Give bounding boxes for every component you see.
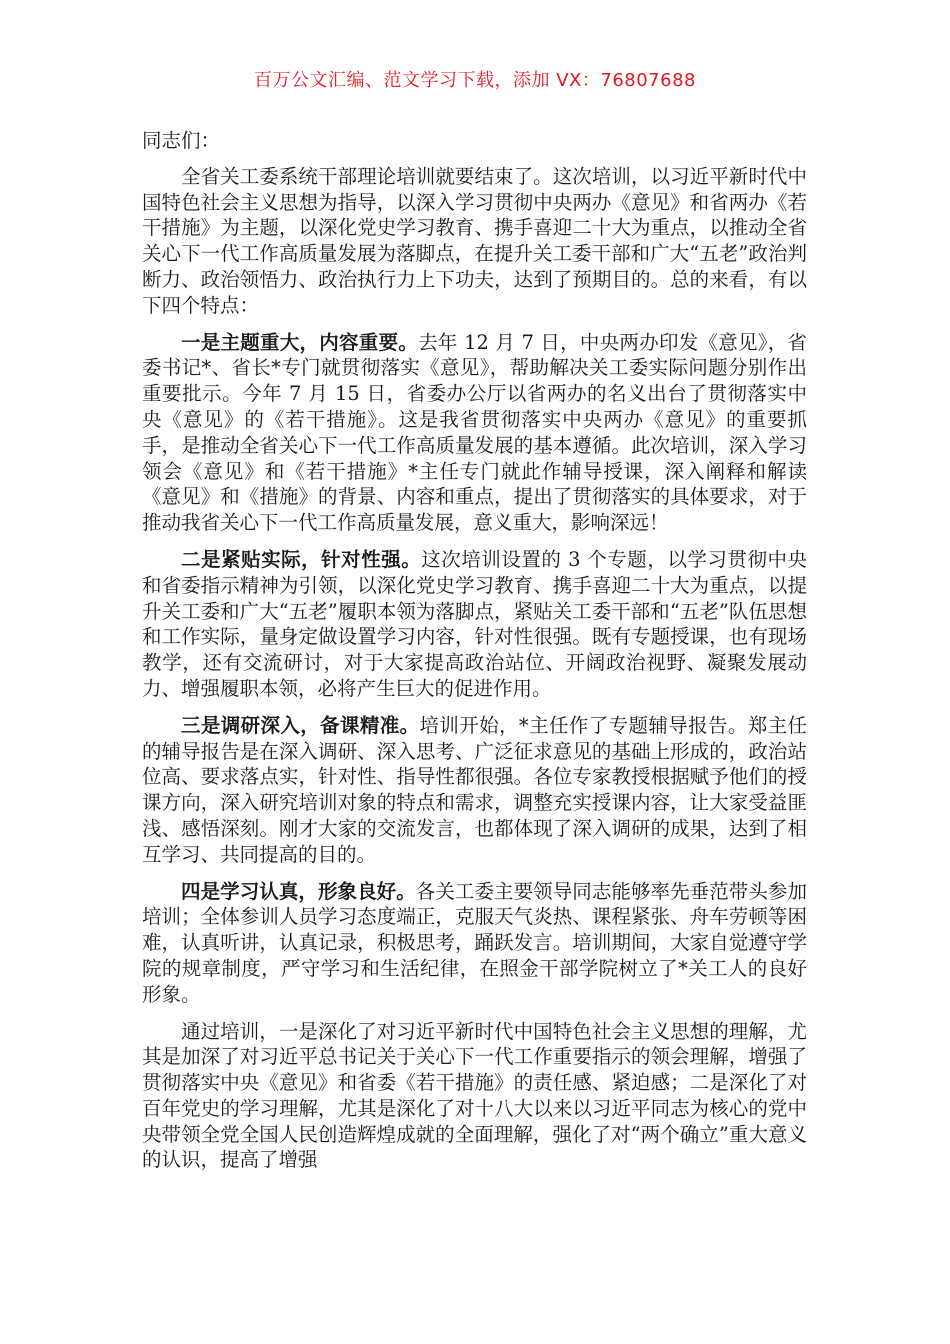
point-paragraph xyxy=(142,879,807,1008)
watermark-header: 百万公文汇编、范文学习下载，添加 VX：76807688 xyxy=(254,70,696,91)
point-text: 这次培训设置的 3 个专题，以学习贯彻中央和省委指示精神为引领，以深化党史学习教育、携手喜迎二十大为重点，以提升关工委和广大“五老”履职本领为落脚点，紧贴关工委干部和“五老”队伍思想和工作实际，量身定做设置学习内容，针对性很强。既有专题授课，也有现场教学，还有交流研讨，对于大家提高政治站位、开阔政治视野、凝聚发展动力、增强履职本领，必将产生巨大的促进作用。 xyxy=(142,547,807,700)
point-lead: 四是学习认真，形象良好。 xyxy=(181,879,416,903)
intro-paragraph: 全省关工委系统干部理论培训就要结束了。这次培训，以习近平新时代中国特色社会主义思想为指导，以深入学习贯彻中央两办《意见》和省两办《若干措施》为主题，以深化党史学习教育、携手喜迎二十大为重点，以推动全省关心下一代工作高质量发展为落脚点，在提升关工委干部和广大“五老”政治判断力、政治领悟力、政治执行力上下功夫，达到了预期目的。总的来看，有以下四个特点： xyxy=(142,164,807,317)
salutation: 同志们： xyxy=(142,129,221,152)
point-paragraph xyxy=(142,330,807,536)
document-body xyxy=(142,128,807,1184)
point-paragraph xyxy=(142,547,807,702)
point-paragraph xyxy=(142,713,807,868)
point-lead: 三是调研深入，备课精准。 xyxy=(181,713,420,737)
closing-paragraph: 通过培训，一是深化了对习近平新时代中国特色社会主义思想的理解，尤其是加深了对习近平总书记关于关心下一代工作重要指示的领会理解，增强了贯彻落实中央《意见》和省委《若干措施》的责任感、紧迫感；二是深化了对百年党史的学习理解，尤其是深化了对十八大以来以习近平同志为核心的党中央带领全党全国人民创造辉煌成就的全面理解，强化了对“两个确立”重大意义的认识，提高了增强 xyxy=(142,1019,807,1172)
point-lead: 一是主题重大，内容重要。 xyxy=(181,330,419,354)
point-lead: 二是紧贴实际，针对性强。 xyxy=(181,547,422,571)
point-text: 去年 12 月 7 日，中央两办印发《意见》，省委书记*、省长*专门就贯彻落实《意见》，帮助解决关工委实际问题分别作出重要批示。今年 7 月 15 日，省委办公厅以省两办的名义出台了贯彻落实中央《意见》的《若干措施》。这是我省贯彻落实中央两办《意见》的重要抓手，是推动全省关心下一代工作高质量发展的基本遵循。此次培训，深入学习领会《意见》和《若干措施》*主任专门就此作辅导授课，深入阐释和解读《意见》和《措施》的背景、内容和重点，提出了贯彻落实的具体要求，对于推动我省关心下一代工作高质量发展，意义重大，影响深远！ xyxy=(142,330,807,535)
point-text: 培训开始，*主任作了专题辅导报告。郑主任的辅导报告是在深入调研、深入思考、广泛征求意见的基础上形成的，政治站位高、要求落点实，针对性、指导性都很强。各位专家教授根据赋予他们的授课方向，深入研究培训对象的特点和需求，调整充实授课内容，让大家受益匪浅、感悟深刻。刚才大家的交流发言，也都体现了深入调研的成果，达到了相互学习、共同提高的目的。 xyxy=(142,713,807,866)
point-text: 各关工委主要领导同志能够率先垂范带头参加培训；全体参训人员学习态度端正，克服天气炎热、课程紧张、舟车劳顿等困难，认真听讲，认真记录，积极思考，踊跃发言。培训期间，大家自觉遵守学院的规章制度，严守学习和生活纪律，在照金干部学院树立了*关工人的良好形象。 xyxy=(142,879,807,1006)
